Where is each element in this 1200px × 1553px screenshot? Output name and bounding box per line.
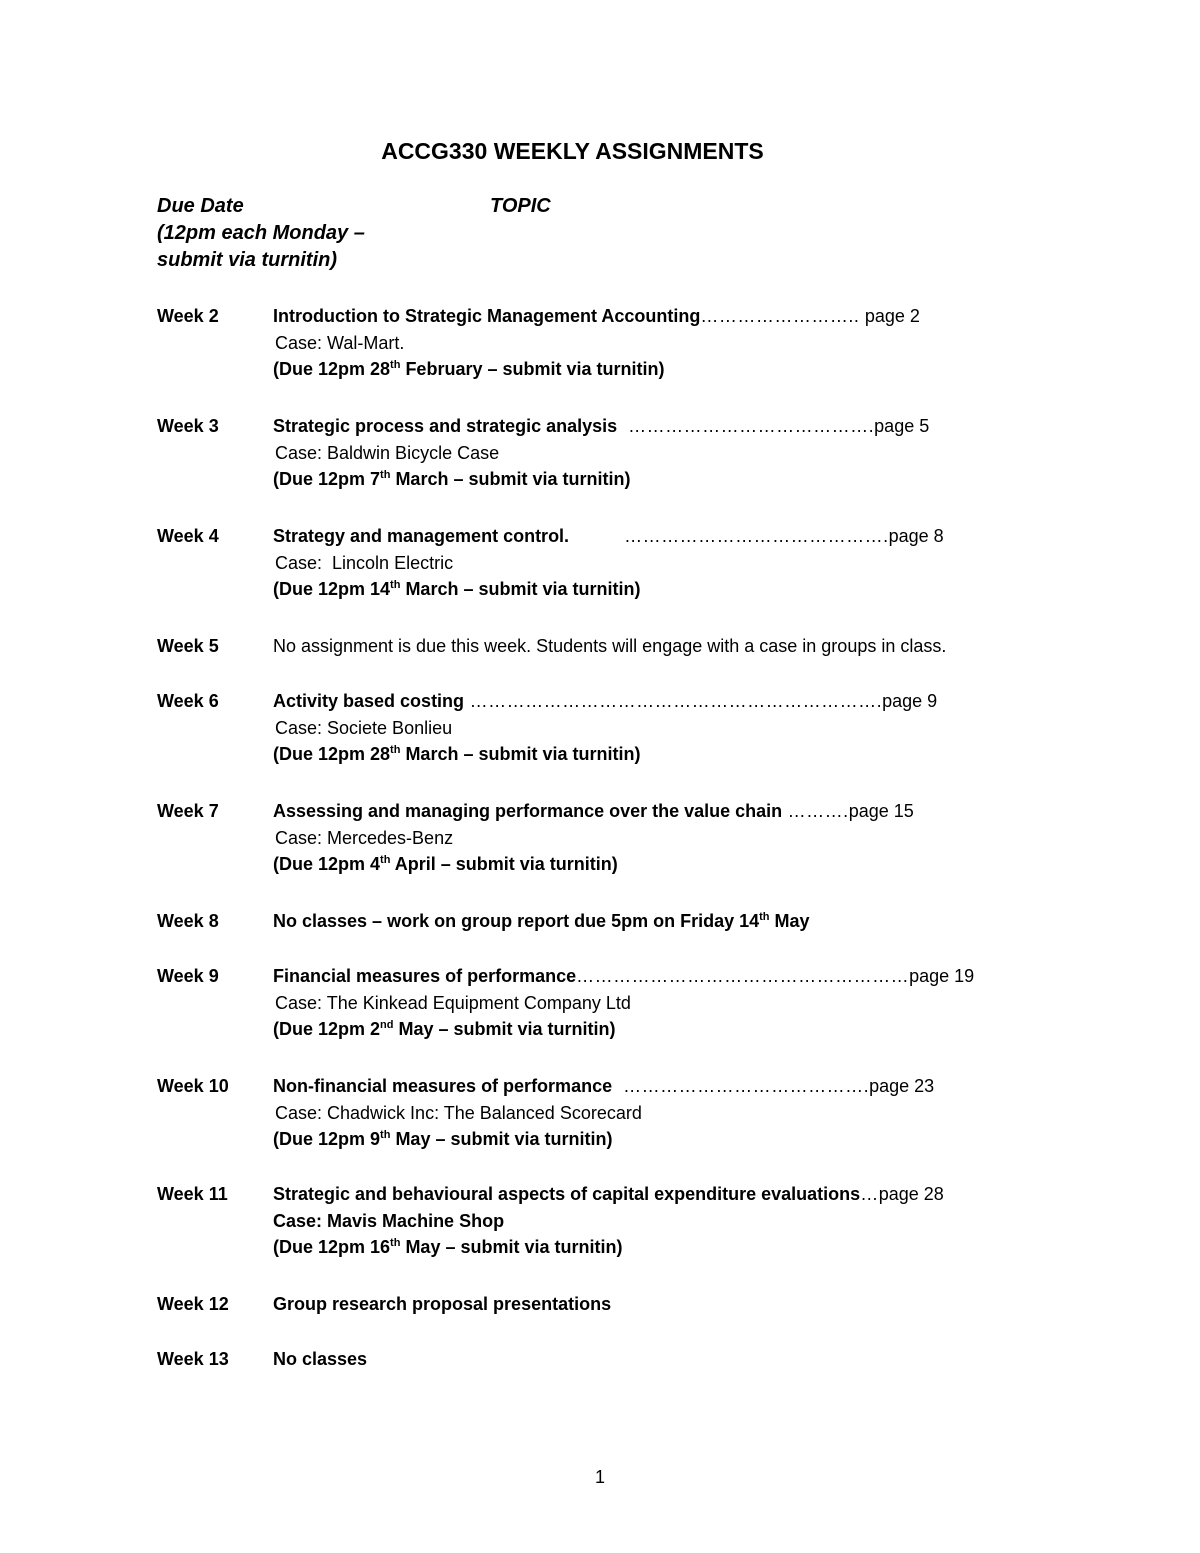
week-label: Week 12 — [157, 1294, 229, 1314]
ordinal-suffix: nd — [380, 1019, 394, 1031]
topic-title: Activity based costing — [273, 691, 465, 711]
topic-line — [273, 963, 1163, 990]
dot-leader: ……………………………………………… — [576, 966, 910, 986]
week-label: Week 3 — [157, 416, 219, 436]
ordinal-suffix: th — [390, 579, 401, 591]
topic-title: Financial measures of performance — [273, 966, 577, 986]
ordinal-suffix: th — [380, 1129, 391, 1141]
due-line: (Due 12pm 4th April – submit via turnitin) — [273, 854, 618, 874]
case-name: Case: Mavis Machine Shop — [273, 1210, 505, 1231]
week-label: Week 2 — [157, 306, 219, 326]
page-reference: page 23 — [869, 1076, 935, 1096]
topic-title: Assessing and managing performance over the value chain — [273, 801, 783, 821]
ordinal-suffix: th — [380, 854, 391, 866]
topic-title: Introduction to Strategic Management Accounting — [273, 306, 701, 326]
topic-line — [273, 688, 1163, 715]
case-name: Case: Lincoln Electric — [275, 552, 454, 573]
page-reference: page 15 — [848, 801, 914, 821]
case-name: Case: Societe Bonlieu — [275, 717, 453, 738]
topic-line — [273, 1181, 1163, 1208]
topic-line — [273, 413, 1163, 440]
due-line: (Due 12pm 28th February – submit via turnitin) — [273, 359, 665, 379]
week-note: Group research proposal presentations — [273, 1294, 612, 1314]
week-label: Week 4 — [157, 526, 219, 546]
due-line: (Due 12pm 28th March – submit via turnitin) — [273, 744, 641, 764]
week-note: No classes – work on group report due 5pm on Friday 14th May — [273, 911, 810, 931]
page-number: 1 — [594, 1467, 605, 1487]
week-label: Week 6 — [157, 691, 219, 711]
page-reference: page 28 — [878, 1184, 944, 1204]
case-name: Case: Mercedes-Benz — [275, 827, 454, 848]
week-label: Week 8 — [157, 911, 219, 931]
week-label: Week 9 — [157, 966, 219, 986]
week-label: Week 10 — [157, 1076, 229, 1096]
ordinal-suffix: th — [390, 1237, 401, 1249]
week-label: Week 7 — [157, 801, 219, 821]
case-name: Case: Chadwick Inc: The Balanced Scorecard — [275, 1102, 642, 1123]
dot-leader: ……………………………………. — [569, 526, 889, 546]
dot-leader: …………………………………. — [612, 1076, 870, 1096]
page-reference: page 5 — [874, 416, 930, 436]
dot-leader: … — [860, 1184, 879, 1204]
dot-leader: …………………………………………………………. — [464, 691, 883, 711]
week-note: No classes — [273, 1349, 368, 1369]
topic-title: Strategic process and strategic analysis — [273, 416, 618, 436]
dot-leader: …………………….. — [700, 306, 865, 326]
due-line: (Due 12pm 7th March – submit via turnitin) — [273, 469, 631, 489]
dot-leader: ………. — [782, 801, 849, 821]
due-date-line-1: Due Date — [157, 195, 244, 217]
topic-line — [273, 523, 1163, 550]
topic-title: Non-financial measures of performance — [273, 1076, 613, 1096]
ordinal-suffix: th — [390, 359, 401, 371]
page-reference: page 8 — [888, 526, 944, 546]
week-label: Week 11 — [157, 1184, 228, 1204]
due-line: (Due 12pm 2nd May – submit via turnitin) — [273, 1019, 616, 1039]
ordinal-suffix: th — [390, 744, 401, 756]
topic-line — [273, 303, 1163, 330]
topic-line — [273, 798, 1163, 825]
ordinal-suffix: th — [759, 911, 770, 923]
due-line: (Due 12pm 16th May – submit via turnitin) — [273, 1237, 623, 1257]
due-date-header — [157, 193, 457, 274]
topic-title: Strategic and behavioural aspects of capital expenditure evaluations — [273, 1184, 861, 1204]
topic-header: TOPIC — [490, 195, 551, 217]
topic-line — [273, 1073, 1163, 1100]
due-date-line-2: (12pm each Monday – — [157, 222, 365, 244]
case-name: Case: The Kinkead Equipment Company Ltd — [275, 992, 631, 1013]
due-date-line-3: submit via turnitin) — [157, 249, 337, 271]
week-label: Week 13 — [157, 1349, 229, 1369]
page-reference: page 19 — [909, 966, 975, 986]
case-name: Case: Wal-Mart. — [275, 332, 405, 353]
due-line: (Due 12pm 9th May – submit via turnitin) — [273, 1129, 613, 1149]
topic-title: Strategy and management control. — [273, 526, 570, 546]
document-title: ACCG330 WEEKLY ASSIGNMENTS — [381, 138, 764, 164]
due-line: (Due 12pm 14th March – submit via turnitin) — [273, 579, 641, 599]
ordinal-suffix: th — [380, 469, 391, 481]
page-reference: page 2 — [864, 306, 920, 326]
week-label: Week 5 — [157, 636, 219, 656]
page-reference: page 9 — [882, 691, 938, 711]
case-name: Case: Baldwin Bicycle Case — [275, 442, 500, 463]
week-note: No assignment is due this week. Students will engage with a case in groups in class. — [273, 636, 947, 656]
dot-leader: …………………………………. — [617, 416, 875, 436]
